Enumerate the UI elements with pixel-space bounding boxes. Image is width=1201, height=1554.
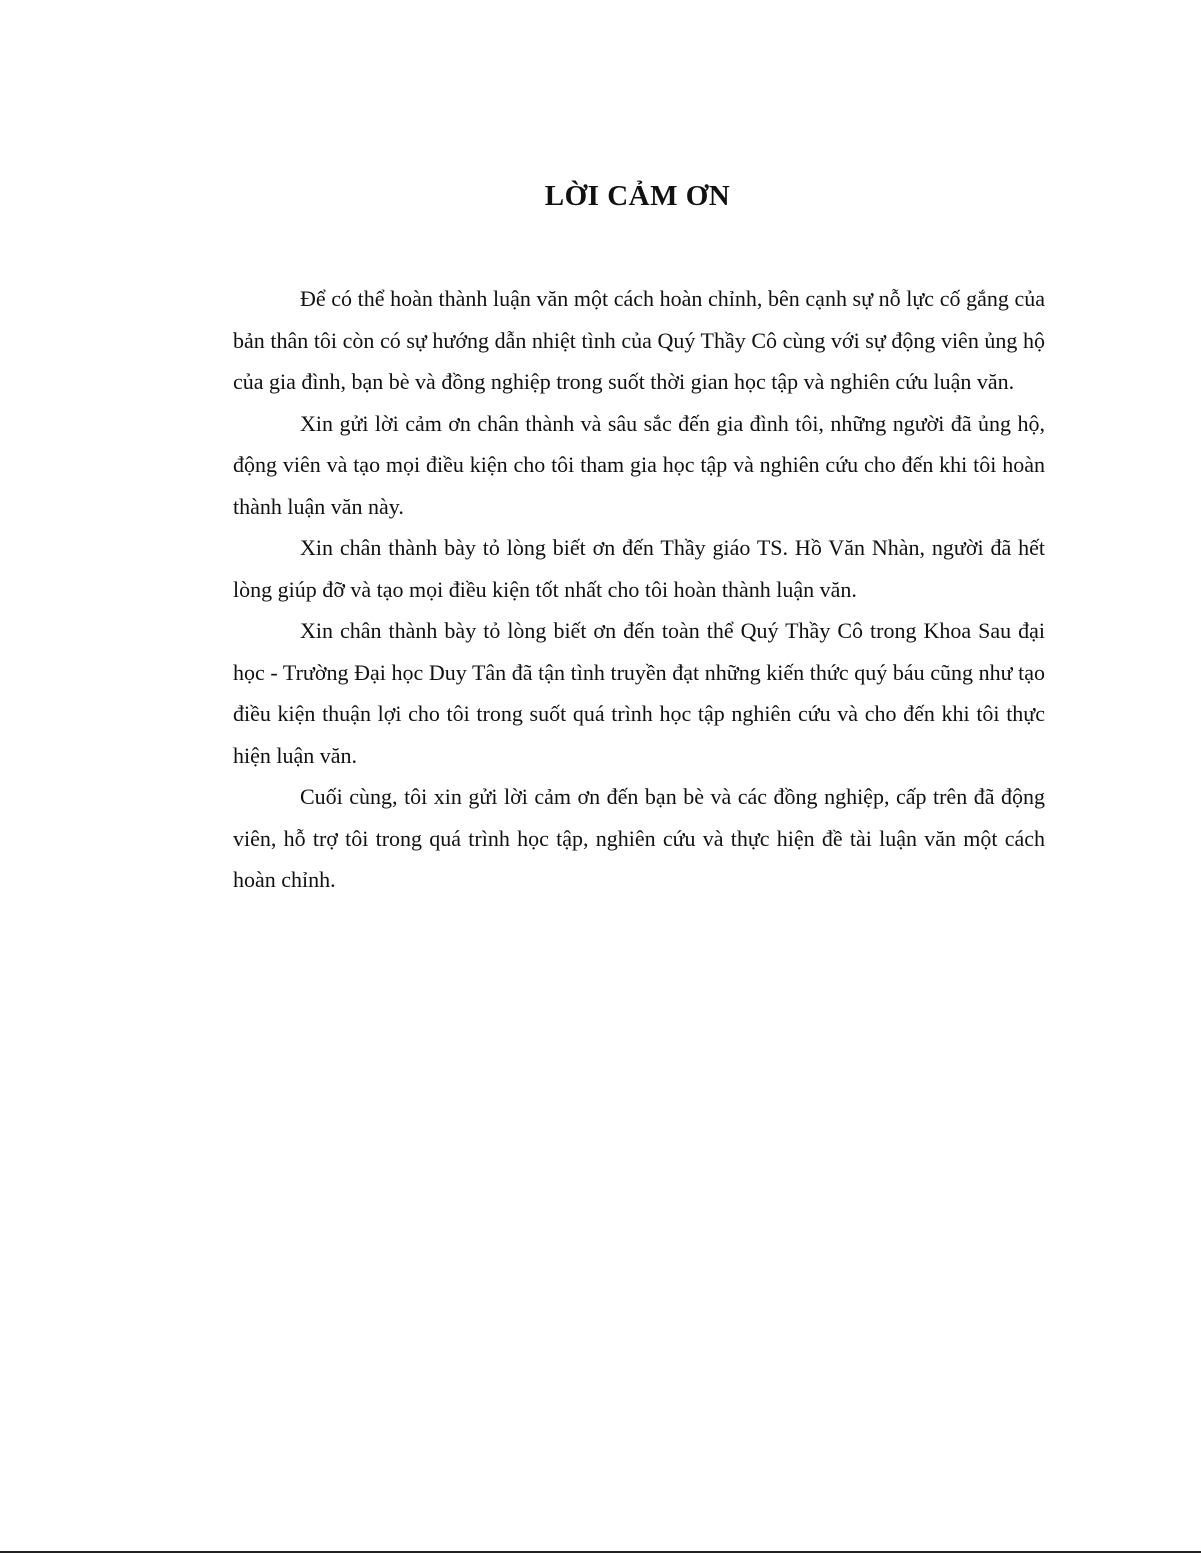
- paragraph-4: Xin chân thành bày tỏ lòng biết ơn đến toàn thể Quý Thầy Cô trong Khoa Sau đại học - Trường Đại học Duy Tân đã tận tình truyền đạt những kiến thức quý báu cũng như tạo điều kiện thuận lợi cho tôi trong suốt quá trình học tập nghiên cứu và cho đến khi tôi thực hiện luận văn.: [233, 618, 1045, 768]
- paragraph-3: Xin chân thành bày tỏ lòng biết ơn đến Thầy giáo TS. Hồ Văn Nhàn, người đã hết lòng giúp đỡ và tạo mọi điều kiện tốt nhất cho tôi hoàn thành luận văn.: [233, 535, 1045, 602]
- paragraph-2: Xin gửi lời cảm ơn chân thành và sâu sắc đến gia đình tôi, những người đã ủng hộ, động viên và tạo mọi điều kiện cho tôi tham gia học tập và nghiên cứu cho đến khi tôi hoàn thành luận văn này.: [233, 410, 1045, 519]
- acknowledgement-body: [233, 278, 1045, 901]
- page-bottom-divider: [0, 1551, 1201, 1553]
- paragraph-1: Để có thể hoàn thành luận văn một cách hoàn chỉnh, bên cạnh sự nỗ lực cố gắng của bản thân tôi còn có sự hướng dẫn nhiệt tình của Quý Thầy Cô cùng với sự động viên ủng hộ của gia đình, bạn bè và đồng nghiệp trong suốt thời gian học tập và nghiên cứu luận văn.: [233, 286, 1045, 394]
- paragraph-5: Cuối cùng, tôi xin gửi lời cảm ơn đến bạn bè và các đồng nghiệp, cấp trên đã động viên, hỗ trợ tôi trong quá trình học tập, nghiên cứu và thực hiện đề tài luận văn một cách hoàn chỉnh.: [233, 784, 1045, 892]
- page-title: LỜI CẢM ƠN: [544, 180, 731, 212]
